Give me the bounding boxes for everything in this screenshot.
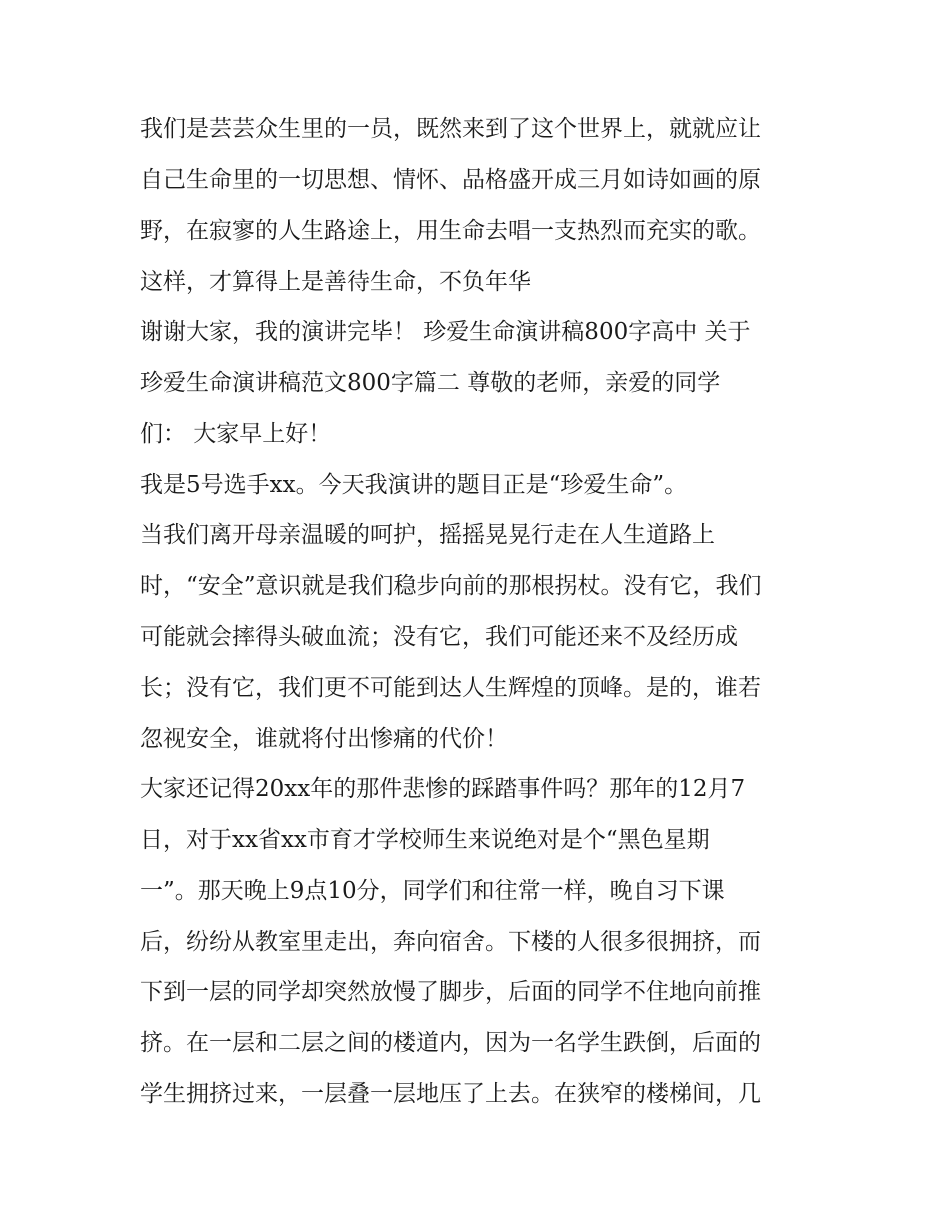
text-line: 后，纷纷从教室里走出，奔向宿舍。下楼的人很多很拥挤，而 <box>140 929 761 955</box>
text-line: 珍爱生命演讲稿范文800字篇二 尊敬的老师，亲爱的同学 <box>140 370 721 396</box>
text-line: 野，在寂寥的人生路途上，用生命去唱一支热烈而充实的歌。 <box>140 218 761 244</box>
text-line: 当我们离开母亲温暖的呵护，摇摇晃晃行走在人生道路上 <box>140 522 715 548</box>
text-line: 忽视安全，谁就将付出惨痛的代价！ <box>140 726 508 752</box>
text-line: 长；没有它，我们更不可能到达人生辉煌的顶峰。是的，谁若 <box>140 675 761 701</box>
text-line: 日，对于xx省xx市育才学校师生来说绝对是个“黑色星期 <box>140 827 710 853</box>
text-line: 谢谢大家，我的演讲完毕！ 珍爱生命演讲稿800字高中 关于 <box>140 319 751 345</box>
text-line: 们： 大家早上好！ <box>140 421 332 447</box>
text-line: 挤。在一层和二层之间的楼道内，因为一名学生跌倒，后面的 <box>140 1030 761 1056</box>
text-line: 这样，才算得上是善待生命，不负年华 <box>140 269 531 295</box>
text-line: 下到一层的同学却突然放慢了脚步，后面的同学不住地向前推 <box>140 979 761 1005</box>
text-line: 大家还记得20xx年的那件悲惨的踩踏事件吗？那年的12月7 <box>140 776 746 802</box>
text-line: 我们是芸芸众生里的一员，既然来到了这个世界上，就就应让 <box>140 116 761 142</box>
text-line: 时，“安全”意识就是我们稳步向前的那根拐杖。没有它，我们 <box>140 573 762 599</box>
text-line: 我是5号选手xx。今天我演讲的题目正是“珍爱生命”。 <box>140 472 688 498</box>
text-line: 一”。那天晚上9点10分，同学们和往常一样，晚自习下课 <box>140 878 725 904</box>
text-line: 自己生命里的一切思想、情怀、品格盛开成三月如诗如画的原 <box>140 167 761 193</box>
text-line: 可能就会摔得头破血流；没有它，我们可能还来不及经历成 <box>140 624 738 650</box>
text-line: 学生拥挤过来，一层叠一层地压了上去。在狭窄的楼梯间，几 <box>140 1081 761 1107</box>
